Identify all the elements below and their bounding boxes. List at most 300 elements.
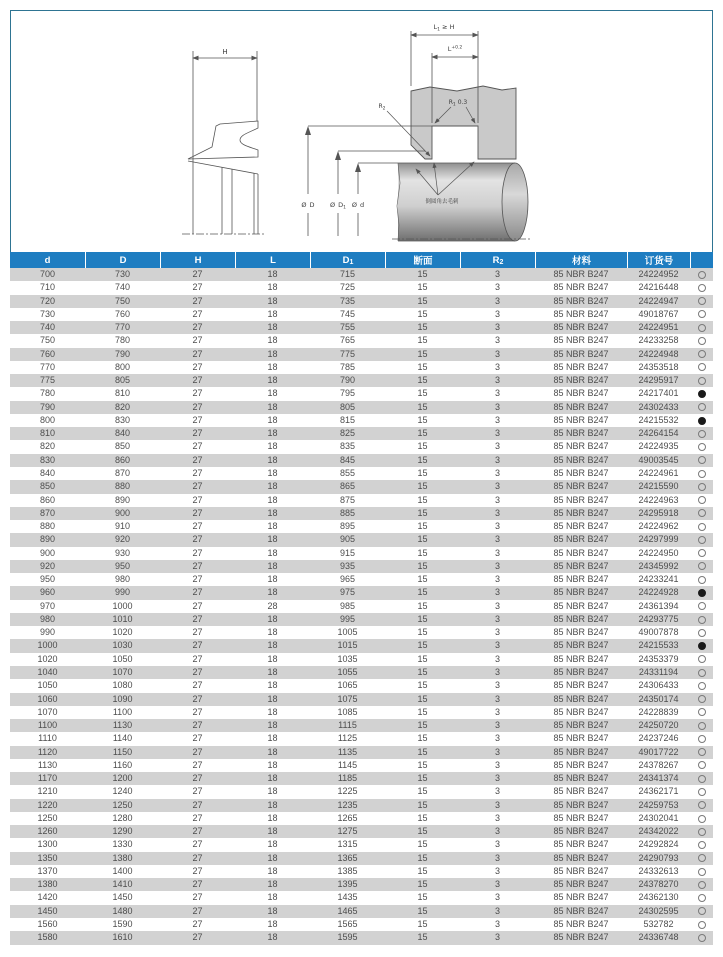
table-cell: 915 bbox=[339, 547, 356, 558]
table-cell: 18 bbox=[267, 282, 278, 293]
open-dot-icon bbox=[698, 284, 706, 292]
table-cell: 27 bbox=[192, 759, 203, 770]
l-dimension-label: $L^{+0.2}$ bbox=[447, 45, 463, 53]
open-dot-icon bbox=[698, 629, 706, 637]
availability-cell bbox=[690, 878, 713, 891]
table-cell: 15 bbox=[417, 799, 428, 810]
open-dot-icon bbox=[698, 297, 706, 305]
table-cell: 1020 bbox=[112, 627, 133, 638]
table-cell: 27 bbox=[192, 401, 203, 412]
table-cell: 27 bbox=[192, 348, 203, 359]
table-cell: 85 NBR B247 bbox=[553, 401, 609, 412]
table-row bbox=[10, 825, 713, 838]
table-cell: 1015 bbox=[337, 640, 358, 651]
table-cell: 18 bbox=[267, 865, 278, 876]
open-dot-icon bbox=[698, 549, 706, 557]
table-row bbox=[10, 799, 713, 812]
open-dot-icon bbox=[698, 310, 706, 318]
open-dot-icon bbox=[698, 271, 706, 279]
table-cell: 3 bbox=[494, 335, 500, 346]
table-cell: 1150 bbox=[112, 746, 133, 757]
table-cell: 27 bbox=[192, 361, 203, 372]
table-cell: 3 bbox=[494, 680, 500, 691]
table-cell: 900 bbox=[114, 507, 131, 518]
table-cell: 3 bbox=[494, 534, 500, 545]
table-cell: 18 bbox=[267, 905, 278, 916]
availability-cell bbox=[690, 905, 713, 918]
table-cell: 1300 bbox=[37, 839, 58, 850]
table-cell: 18 bbox=[267, 507, 278, 518]
table-cell: 15 bbox=[417, 361, 428, 372]
table-cell: 810 bbox=[114, 388, 131, 399]
table-cell: 1125 bbox=[337, 733, 358, 744]
table-cell: 1410 bbox=[112, 879, 133, 890]
table-cell: 1135 bbox=[337, 746, 358, 757]
table-cell: 27 bbox=[192, 388, 203, 399]
table-cell: 18 bbox=[267, 720, 278, 731]
table-cell: 1145 bbox=[337, 759, 358, 770]
table-cell: 15 bbox=[417, 375, 428, 386]
table-cell: 24228839 bbox=[638, 706, 679, 717]
table-row bbox=[10, 560, 713, 573]
table-cell: 18 bbox=[267, 799, 278, 810]
table-cell: 18 bbox=[267, 826, 278, 837]
table-cell: 18 bbox=[267, 733, 278, 744]
table-cell: 15 bbox=[417, 295, 428, 306]
table-cell: 85 NBR B247 bbox=[553, 322, 609, 333]
table-cell: 18 bbox=[267, 892, 278, 903]
header-material: 材料 bbox=[535, 252, 627, 268]
table-cell: 24295917 bbox=[638, 375, 679, 386]
table-row bbox=[10, 427, 713, 440]
housing-shape bbox=[411, 86, 516, 159]
availability-cell bbox=[690, 374, 713, 387]
header-R2: R $_2$ bbox=[460, 252, 535, 268]
table-cell: 18 bbox=[267, 640, 278, 651]
table-cell: 85 NBR B247 bbox=[553, 653, 609, 664]
header-D: D bbox=[85, 252, 160, 268]
availability-cell bbox=[690, 520, 713, 533]
header-D1: D $_1$ bbox=[310, 252, 385, 268]
table-row bbox=[10, 494, 713, 507]
r2-radius-label: $R_2$ bbox=[378, 103, 386, 112]
table-cell: 15 bbox=[417, 428, 428, 439]
table-cell: 18 bbox=[267, 454, 278, 465]
table-cell: 740 bbox=[39, 322, 56, 333]
open-dot-icon bbox=[698, 337, 706, 345]
table-row bbox=[10, 507, 713, 520]
table-cell: 875 bbox=[339, 494, 356, 505]
table-row bbox=[10, 334, 713, 347]
table-cell: 18 bbox=[267, 879, 278, 890]
table-cell: 15 bbox=[417, 521, 428, 532]
availability-cell bbox=[690, 334, 713, 347]
table-cell: 1595 bbox=[337, 932, 358, 943]
table-cell: 750 bbox=[39, 335, 56, 346]
table-cell: 18 bbox=[267, 375, 278, 386]
table-cell: 1130 bbox=[37, 759, 58, 770]
table-cell: 24264154 bbox=[638, 428, 679, 439]
table-cell: 15 bbox=[417, 322, 428, 333]
table-cell: 1010 bbox=[112, 613, 133, 624]
table-row bbox=[10, 480, 713, 493]
table-cell: 27 bbox=[192, 587, 203, 598]
table-cell: 790 bbox=[339, 375, 356, 386]
table-cell: 15 bbox=[417, 919, 428, 930]
table-cell: 3 bbox=[494, 773, 500, 784]
table-cell: 85 NBR B247 bbox=[553, 534, 609, 545]
dia-d-label: Ø d bbox=[351, 201, 365, 209]
table-cell: 3 bbox=[494, 759, 500, 770]
table-cell: 920 bbox=[114, 534, 131, 545]
table-cell: 760 bbox=[39, 348, 56, 359]
table-cell: 950 bbox=[114, 560, 131, 571]
table-row bbox=[10, 812, 713, 825]
table-cell: 15 bbox=[417, 746, 428, 757]
table-cell: 870 bbox=[39, 507, 56, 518]
table-cell: 15 bbox=[417, 600, 428, 611]
availability-cell bbox=[690, 361, 713, 374]
open-dot-icon bbox=[698, 403, 706, 411]
table-cell: 85 NBR B247 bbox=[553, 826, 609, 837]
table-cell: 15 bbox=[417, 454, 428, 465]
table-cell: 18 bbox=[267, 812, 278, 823]
table-cell: 1115 bbox=[338, 720, 357, 731]
table-cell: 3 bbox=[494, 467, 500, 478]
table-cell: 85 NBR B247 bbox=[553, 481, 609, 492]
table-cell: 27 bbox=[192, 269, 203, 279]
table-cell: 49018767 bbox=[638, 308, 679, 319]
table-cell: 85 NBR B247 bbox=[553, 574, 609, 585]
table-cell: 27 bbox=[192, 905, 203, 916]
table-cell: 24259753 bbox=[638, 799, 679, 810]
table-cell: 795 bbox=[339, 388, 356, 399]
table-row bbox=[10, 308, 713, 321]
table-cell: 15 bbox=[417, 892, 428, 903]
table-cell: 960 bbox=[39, 587, 56, 598]
table-cell: 790 bbox=[39, 401, 56, 412]
table-cell: 27 bbox=[192, 666, 203, 677]
table-row bbox=[10, 639, 713, 652]
table-cell: 15 bbox=[417, 282, 428, 293]
table-cell: 24362130 bbox=[638, 892, 679, 903]
table-row bbox=[10, 414, 713, 427]
availability-cell bbox=[690, 639, 713, 652]
table-cell: 15 bbox=[417, 547, 428, 558]
table-cell: 28 bbox=[267, 600, 278, 611]
table-cell: 15 bbox=[417, 308, 428, 319]
table-cell: 85 NBR B247 bbox=[553, 600, 609, 611]
table-cell: 800 bbox=[39, 414, 56, 425]
availability-cell bbox=[690, 679, 713, 692]
availability-cell bbox=[690, 759, 713, 772]
table-cell: 800 bbox=[114, 361, 131, 372]
table-cell: 85 NBR B247 bbox=[553, 547, 609, 558]
table-cell: 810 bbox=[39, 428, 56, 439]
table-cell: 1280 bbox=[112, 812, 133, 823]
table-cell: 18 bbox=[267, 481, 278, 492]
open-dot-icon bbox=[698, 324, 706, 332]
table-row bbox=[10, 454, 713, 467]
table-cell: 85 NBR B247 bbox=[553, 919, 609, 930]
table-cell: 1480 bbox=[112, 905, 133, 916]
table-cell: 3 bbox=[494, 826, 500, 837]
table-cell: 995 bbox=[339, 613, 356, 624]
table-cell: 24378270 bbox=[638, 879, 679, 890]
table-cell: 24353518 bbox=[638, 361, 679, 372]
header-H: H bbox=[160, 252, 235, 268]
table-cell: 3 bbox=[494, 507, 500, 518]
table-cell: 1080 bbox=[112, 680, 133, 691]
table-cell: 27 bbox=[192, 852, 203, 863]
table-cell: 860 bbox=[114, 454, 131, 465]
table-cell: 24350174 bbox=[638, 693, 679, 704]
table-cell: 15 bbox=[417, 388, 428, 399]
table-cell: 27 bbox=[192, 308, 203, 319]
table-cell: 1110 bbox=[38, 733, 57, 744]
installation-view bbox=[301, 23, 532, 241]
table-cell: 27 bbox=[192, 786, 203, 797]
table-cell: 3 bbox=[494, 322, 500, 333]
table-cell: 15 bbox=[417, 627, 428, 638]
availability-cell bbox=[690, 719, 713, 732]
table-cell: 24295918 bbox=[638, 507, 679, 518]
filled-dot-icon bbox=[698, 390, 706, 398]
table-row bbox=[10, 573, 713, 586]
table-cell: 3 bbox=[494, 865, 500, 876]
table-cell: 24378267 bbox=[638, 759, 679, 770]
h-dimension-label: H bbox=[222, 48, 228, 56]
table-cell: 24224962 bbox=[638, 521, 679, 532]
table-cell: 3 bbox=[494, 852, 500, 863]
table-row bbox=[10, 321, 713, 334]
table-cell: 24332613 bbox=[638, 865, 679, 876]
table-cell: 27 bbox=[192, 919, 203, 930]
table-cell: 27 bbox=[192, 680, 203, 691]
table-cell: 3 bbox=[494, 666, 500, 677]
table-cell: 15 bbox=[417, 812, 428, 823]
table-cell: 3 bbox=[494, 481, 500, 492]
table-cell: 1225 bbox=[337, 786, 358, 797]
table-cell: 3 bbox=[494, 269, 500, 279]
table-cell: 895 bbox=[339, 521, 356, 532]
table-cell: 85 NBR B247 bbox=[553, 282, 609, 293]
table-cell: 840 bbox=[114, 428, 131, 439]
table-cell: 3 bbox=[494, 401, 500, 412]
table-cell: 24224928 bbox=[638, 587, 679, 598]
header-order-number: 订货号 bbox=[627, 252, 690, 268]
open-dot-icon bbox=[698, 815, 706, 823]
table-row bbox=[10, 918, 713, 931]
table-cell: 49007878 bbox=[638, 627, 679, 638]
table-row bbox=[10, 719, 713, 732]
table-cell: 865 bbox=[339, 481, 356, 492]
table-cell: 1370 bbox=[37, 865, 58, 876]
availability-cell bbox=[690, 480, 713, 493]
open-dot-icon bbox=[698, 443, 706, 451]
table-cell: 85 NBR B247 bbox=[553, 865, 609, 876]
table-cell: 15 bbox=[417, 693, 428, 704]
open-dot-icon bbox=[698, 894, 706, 902]
table-cell: 1365 bbox=[337, 852, 358, 863]
table-cell: 880 bbox=[39, 521, 56, 532]
table-cell: 860 bbox=[39, 494, 56, 505]
table-cell: 85 NBR B247 bbox=[553, 348, 609, 359]
table-cell: 24341374 bbox=[638, 773, 679, 784]
l1-dimension-label: $L_1 \ge H$ bbox=[433, 23, 455, 33]
table-cell: 725 bbox=[339, 282, 356, 293]
availability-cell bbox=[690, 693, 713, 706]
availability-cell bbox=[690, 865, 713, 878]
table-cell: 27 bbox=[192, 600, 203, 611]
table-cell: 1315 bbox=[337, 839, 358, 850]
table-cell: 27 bbox=[192, 534, 203, 545]
table-cell: 1085 bbox=[337, 706, 358, 717]
table-cell: 920 bbox=[39, 560, 56, 571]
availability-cell bbox=[690, 746, 713, 759]
availability-cell bbox=[690, 706, 713, 719]
shaft-shape bbox=[397, 163, 528, 241]
table-cell: 885 bbox=[339, 507, 356, 518]
table-cell: 975 bbox=[339, 587, 356, 598]
table-cell: 1220 bbox=[37, 799, 58, 810]
table-cell: 18 bbox=[267, 693, 278, 704]
deburr-note: 倒圆角去毛刺 bbox=[425, 199, 459, 205]
dia-D1-label: Ø $D_1$ bbox=[329, 201, 347, 211]
availability-cell bbox=[690, 414, 713, 427]
table-cell: 85 NBR B247 bbox=[553, 773, 609, 784]
table-cell: 24224963 bbox=[638, 494, 679, 505]
table-cell: 3 bbox=[494, 919, 500, 930]
table-cell: 840 bbox=[39, 467, 56, 478]
table-cell: 27 bbox=[192, 335, 203, 346]
table-cell: 760 bbox=[114, 308, 131, 319]
availability-cell bbox=[690, 852, 713, 865]
table-cell: 845 bbox=[339, 454, 356, 465]
table-cell: 24215532 bbox=[638, 414, 679, 425]
availability-cell bbox=[690, 454, 713, 467]
table-cell: 745 bbox=[339, 308, 356, 319]
table-cell: 85 NBR B247 bbox=[553, 720, 609, 731]
open-dot-icon bbox=[698, 430, 706, 438]
table-cell: 930 bbox=[114, 547, 131, 558]
table-cell: 18 bbox=[267, 348, 278, 359]
table-cell: 27 bbox=[192, 932, 203, 943]
table-cell: 15 bbox=[417, 905, 428, 916]
table-cell: 18 bbox=[267, 587, 278, 598]
table-cell: 1435 bbox=[337, 892, 358, 903]
table-cell: 85 NBR B247 bbox=[553, 467, 609, 478]
open-dot-icon bbox=[698, 616, 706, 624]
table-cell: 85 NBR B247 bbox=[553, 799, 609, 810]
table-cell: 835 bbox=[339, 441, 356, 452]
table-cell: 1420 bbox=[37, 892, 58, 903]
table-cell: 3 bbox=[494, 613, 500, 624]
table-cell: 27 bbox=[192, 375, 203, 386]
open-dot-icon bbox=[698, 775, 706, 783]
table-cell: 730 bbox=[114, 269, 131, 279]
table-cell: 15 bbox=[417, 879, 428, 890]
table-cell: 880 bbox=[114, 481, 131, 492]
table-cell: 1100 bbox=[37, 720, 58, 731]
availability-cell bbox=[690, 812, 713, 825]
table-cell: 27 bbox=[192, 454, 203, 465]
table-cell: 1050 bbox=[112, 653, 133, 664]
table-cell: 1560 bbox=[37, 919, 58, 930]
table-cell: 715 bbox=[339, 269, 356, 279]
open-dot-icon bbox=[698, 761, 706, 769]
table-cell: 850 bbox=[39, 481, 56, 492]
open-dot-icon bbox=[698, 496, 706, 504]
table-row bbox=[10, 281, 713, 294]
table-cell: 18 bbox=[267, 308, 278, 319]
table-cell: 3 bbox=[494, 786, 500, 797]
filled-dot-icon bbox=[698, 642, 706, 650]
table-cell: 24233258 bbox=[638, 335, 679, 346]
table-cell: 27 bbox=[192, 494, 203, 505]
availability-cell bbox=[690, 613, 713, 626]
table-cell: 85 NBR B247 bbox=[553, 666, 609, 677]
table-cell: 24293775 bbox=[638, 613, 679, 624]
table-row bbox=[10, 891, 713, 904]
table-cell: 18 bbox=[267, 441, 278, 452]
table-cell: 24237246 bbox=[638, 733, 679, 744]
table-cell: 1090 bbox=[112, 693, 133, 704]
table-cell: 3 bbox=[494, 812, 500, 823]
table-cell: 27 bbox=[192, 865, 203, 876]
table-cell: 3 bbox=[494, 720, 500, 731]
availability-cell bbox=[690, 626, 713, 639]
table-cell: 1170 bbox=[37, 773, 58, 784]
table-cell: 1610 bbox=[112, 932, 133, 943]
table-cell: 770 bbox=[39, 361, 56, 372]
table-row bbox=[10, 772, 713, 785]
table-cell: 18 bbox=[267, 388, 278, 399]
table-cell: 27 bbox=[192, 826, 203, 837]
table-cell: 27 bbox=[192, 441, 203, 452]
open-dot-icon bbox=[698, 509, 706, 517]
table-cell: 1120 bbox=[37, 746, 58, 757]
table-cell: 3 bbox=[494, 361, 500, 372]
table-cell: 1385 bbox=[337, 865, 358, 876]
table-cell: 85 NBR B247 bbox=[553, 786, 609, 797]
table-cell: 3 bbox=[494, 494, 500, 505]
availability-cell bbox=[690, 573, 713, 586]
table-cell: 1260 bbox=[37, 826, 58, 837]
table-cell: 24224951 bbox=[638, 322, 679, 333]
table-cell: 1185 bbox=[337, 773, 358, 784]
table-cell: 3 bbox=[494, 295, 500, 306]
table-cell: 24362171 bbox=[638, 786, 679, 797]
table-cell: 950 bbox=[39, 574, 56, 585]
table-cell: 85 NBR B247 bbox=[553, 269, 609, 279]
availability-cell bbox=[690, 732, 713, 745]
table-cell: 1565 bbox=[337, 919, 358, 930]
table-cell: 970 bbox=[39, 600, 56, 611]
table-cell: 85 NBR B247 bbox=[553, 932, 609, 943]
availability-cell bbox=[690, 494, 713, 507]
table-cell: 85 NBR B247 bbox=[553, 521, 609, 532]
table-row bbox=[10, 852, 713, 865]
table-cell: 1580 bbox=[37, 932, 58, 943]
table-cell: 890 bbox=[39, 534, 56, 545]
table-row bbox=[10, 520, 713, 533]
table-cell: 27 bbox=[192, 706, 203, 717]
table-cell: 27 bbox=[192, 295, 203, 306]
table-cell: 785 bbox=[339, 361, 356, 372]
open-dot-icon bbox=[698, 483, 706, 491]
open-dot-icon bbox=[698, 801, 706, 809]
